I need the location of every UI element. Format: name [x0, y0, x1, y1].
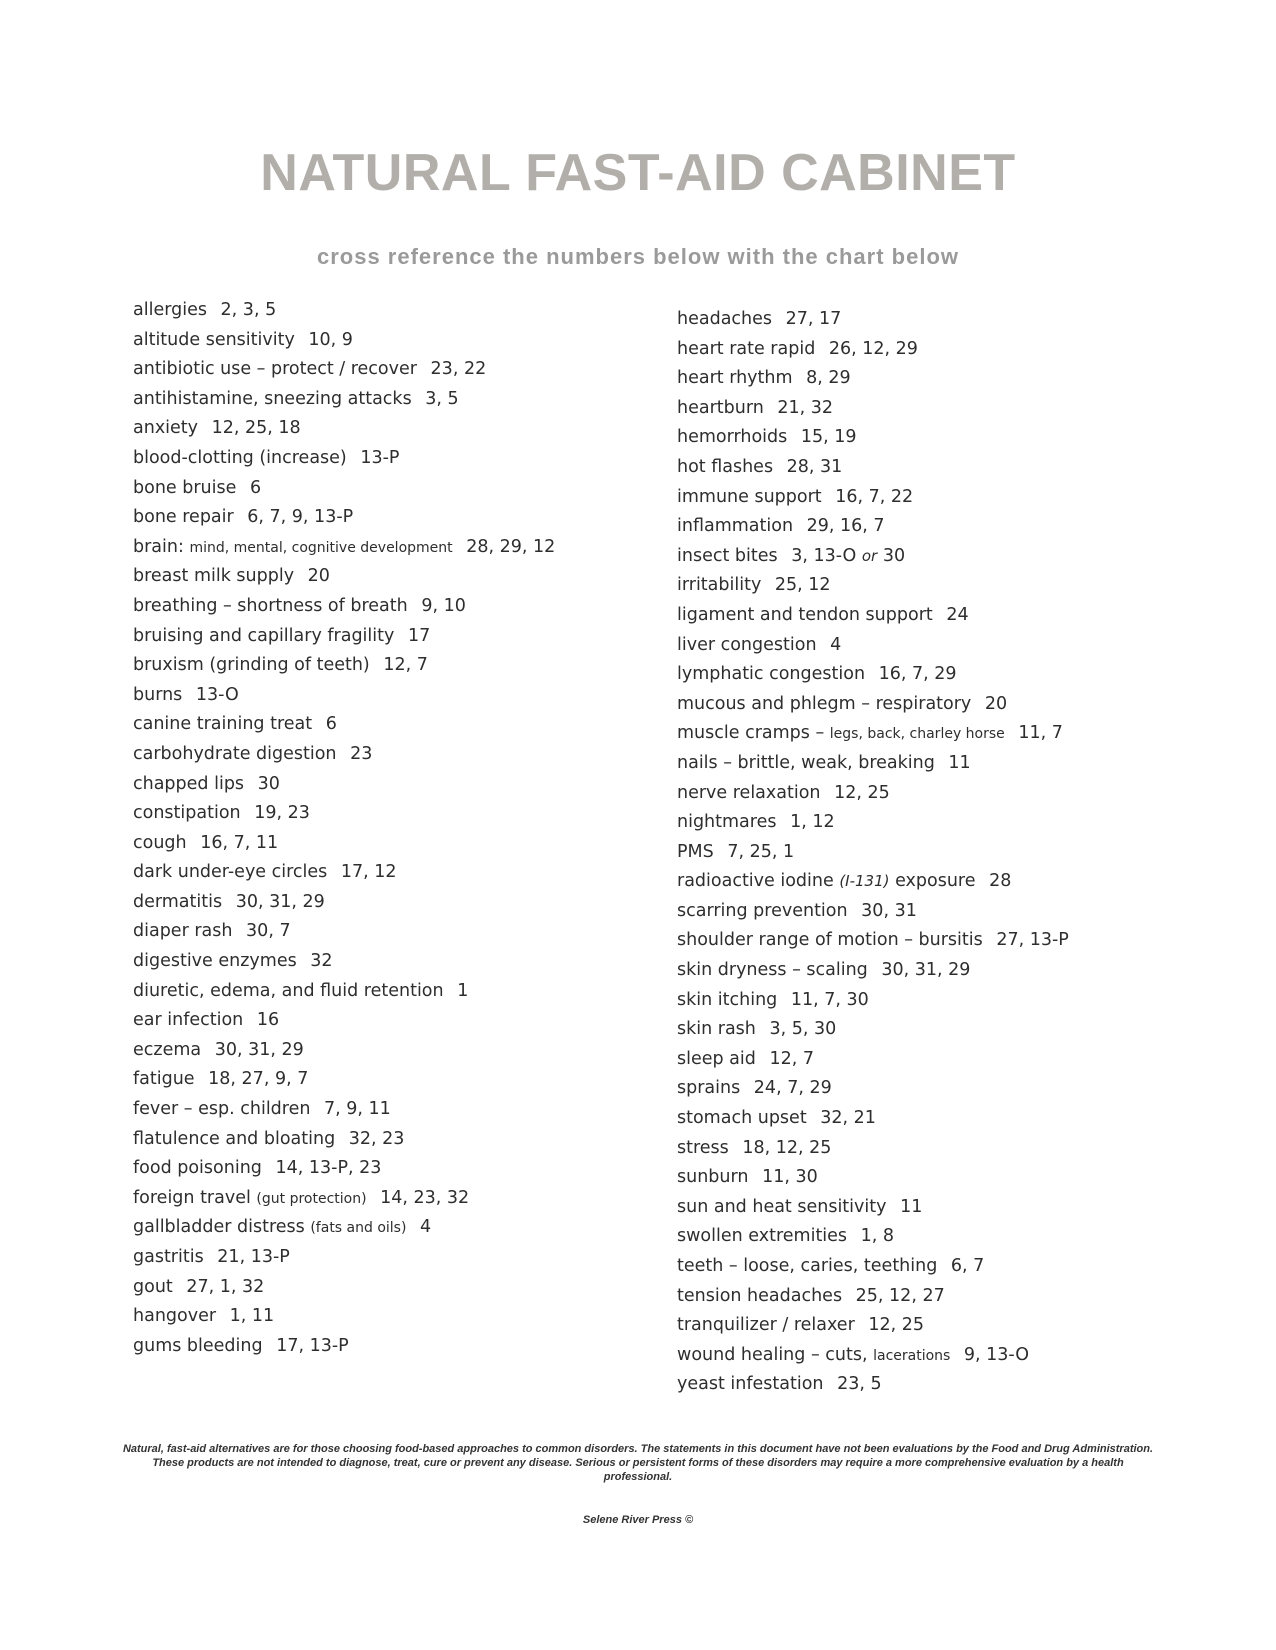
index-entry: [133, 829, 673, 859]
entry-term: burns: [133, 684, 183, 705]
entry-term: canine training treat: [133, 714, 313, 735]
entry-term: foreign travel: [133, 1187, 251, 1208]
index-column-left: [133, 296, 673, 1361]
entry-reference-numbers: 17, 13-P: [276, 1335, 349, 1356]
index-entry: [133, 1243, 673, 1273]
entry-term: skin dryness – scaling: [677, 960, 868, 981]
entry-term: heart rhythm: [677, 368, 793, 389]
entry-reference-numbers: 12, 25: [868, 1315, 925, 1336]
entry-term: nerve relaxation: [677, 782, 821, 803]
index-entry: [677, 512, 1237, 542]
entry-reference-numbers: 16, 7, 22: [835, 486, 914, 507]
entry-term: muscle cramps –: [677, 723, 825, 744]
entry-reference-numbers: 12, 25, 18: [211, 418, 301, 439]
entry-reference-numbers: 20: [307, 566, 330, 587]
index-entry: [677, 1015, 1237, 1045]
entry-term: antihistamine, sneezing attacks: [133, 388, 412, 409]
index-entry: [677, 808, 1237, 838]
entry-term: bone repair: [133, 507, 234, 528]
index-entry: [133, 1125, 673, 1155]
entry-term: stress: [677, 1137, 729, 1158]
index-entry: [133, 622, 673, 652]
entry-term: yeast infestation: [677, 1374, 824, 1395]
index-entry: [133, 296, 673, 326]
entry-term: hangover: [133, 1306, 217, 1327]
entry-reference-numbers: 16: [256, 1010, 280, 1031]
entry-reference-numbers: 30, 7: [246, 921, 291, 942]
entry-reference-numbers: 15, 19: [800, 427, 857, 448]
entry-reference-numbers: 9, 13-O: [963, 1344, 1030, 1365]
entry-term: brain:: [133, 536, 184, 557]
index-entry: [133, 1332, 673, 1362]
entry-reference-numbers: 27, 17: [785, 309, 842, 329]
entry-reference-numbers: 7, 9, 11: [324, 1099, 391, 1120]
index-entry: [677, 394, 1237, 424]
entry-term: sunburn: [677, 1167, 749, 1188]
index-entry: [133, 326, 673, 356]
entry-reference-numbers: 6: [325, 714, 337, 735]
index-entry: [133, 888, 673, 918]
entry-term: skin itching: [677, 989, 778, 1010]
index-entry: [677, 1252, 1237, 1282]
entry-reference-numbers: 11, 30: [762, 1167, 818, 1188]
index-entry: [677, 631, 1237, 661]
index-entry: [133, 1273, 673, 1303]
index-entry: [133, 355, 673, 385]
entry-reference-numbers: 23, 5: [837, 1374, 882, 1395]
entry-term: sun and heat sensitivity: [677, 1196, 887, 1217]
index-entry: [677, 956, 1237, 986]
index-entry: [677, 1193, 1237, 1223]
entry-reference-numbers: 17, 12: [340, 862, 397, 883]
index-entry: [133, 799, 673, 829]
entry-term: sleep aid: [677, 1048, 756, 1069]
entry-term: cough: [133, 832, 187, 853]
entry-reference-numbers: 23: [350, 743, 373, 764]
index-entry: [677, 779, 1237, 809]
entry-term: bruising and capillary fragility: [133, 625, 395, 646]
entry-reference-numbers: 3, 5: [425, 388, 459, 409]
entry-reference-numbers: 12, 7: [769, 1048, 814, 1069]
entry-reference-numbers: 6, 7: [950, 1256, 985, 1276]
index-entry: [133, 1302, 673, 1332]
entry-reference-numbers: 24: [946, 604, 969, 625]
disclaimer-text: Natural, fast-aid alternatives are for those choosing food-based approaches to common disorders. The statements in this document have not been evaluations by the Food and Drug Administration. These products are not intended to diagnose, treat, cure or prevent any disease. Serious or persistent forms of these disorders may require a more comprehensive evaluation by a health professional.: [122, 1443, 1154, 1483]
entry-reference-numbers: 17: [407, 625, 431, 646]
entry-term: tension headaches: [677, 1285, 843, 1306]
entry-term: anxiety: [133, 418, 199, 439]
entry-emphasis: (I-131): [839, 872, 890, 891]
entry-reference-numbers: 20: [984, 693, 1008, 714]
entry-reference-numbers: 26, 12, 29: [828, 338, 918, 359]
entry-term: breathing – shortness of breath: [133, 595, 408, 616]
entry-reference-numbers: 21, 32: [777, 397, 834, 418]
entry-reference-numbers: 30: [257, 773, 280, 794]
entry-term: chapped lips: [133, 773, 245, 794]
entry-reference-numbers: 24, 7, 29: [753, 1078, 832, 1099]
index-entry: [133, 1006, 673, 1036]
entry-reference-numbers: 30, 31: [861, 900, 917, 921]
entry-reference-numbers: 25, 12, 27: [855, 1285, 945, 1306]
entry-reference-numbers: 11, 7: [1018, 723, 1063, 744]
index-entry: [133, 1036, 673, 1066]
entry-term: eczema: [133, 1039, 202, 1060]
index-entry: [677, 601, 1237, 631]
entry-reference-numbers: 28: [989, 871, 1012, 892]
publisher-credit: Selene River Press ©: [582, 1514, 694, 1526]
index-entry: [133, 1213, 673, 1243]
index-entry: [677, 423, 1237, 453]
index-entry: [133, 651, 673, 681]
index-entry: [133, 592, 673, 622]
entry-reference-numbers: 1, 11: [229, 1306, 275, 1327]
entry-reference-numbers: 14, 13-P, 23: [275, 1158, 382, 1179]
index-entry: [677, 1163, 1237, 1193]
entry-reference-numbers: 3, 5, 30: [769, 1019, 837, 1040]
index-entry: [133, 917, 673, 947]
entry-reference-numbers: 3, 13-O: [791, 545, 857, 566]
entry-term: hot flashes: [677, 456, 774, 477]
index-entry: [133, 1095, 673, 1125]
entry-reference-numbers: 30, 31, 29: [235, 891, 325, 912]
entry-reference-numbers: 1, 12: [790, 812, 835, 833]
entry-term: hemorrhoids: [677, 427, 788, 448]
entry-reference-numbers: 6: [249, 477, 262, 498]
page-title: NATURAL FAST-AID CABINET: [260, 144, 1016, 202]
entry-reference-numbers: 12, 25: [834, 782, 890, 803]
entry-term: digestive enzymes: [133, 951, 297, 972]
index-entry: [133, 770, 673, 800]
entry-reference-numbers: 27, 1, 32: [186, 1276, 265, 1297]
entry-reference-numbers: 2, 3, 5: [220, 300, 277, 320]
entry-reference-numbers: 9, 10: [421, 595, 466, 616]
entry-reference-numbers: 4: [420, 1217, 432, 1238]
entry-term: constipation: [133, 803, 241, 824]
index-entry: [677, 1282, 1237, 1312]
entry-term-continued: exposure: [895, 871, 976, 892]
entry-term: tranquilizer / relaxer: [677, 1315, 855, 1336]
entry-term: diuretic, edema, and fluid retention: [133, 980, 444, 1001]
entry-reference-numbers: 18, 12, 25: [742, 1137, 832, 1158]
index-entry: [677, 1370, 1237, 1400]
entry-reference-numbers: 8, 29: [806, 368, 851, 389]
index-entry: [677, 867, 1237, 897]
index-entry: [133, 1154, 673, 1184]
entry-term: lymphatic congestion: [677, 664, 866, 685]
entry-term: stomach upset: [677, 1108, 807, 1129]
index-entry: [677, 986, 1237, 1016]
index-entry: [133, 414, 673, 444]
entry-reference-numbers: 28, 29, 12: [466, 536, 556, 557]
index-entry: [677, 571, 1237, 601]
entry-term: irritability: [677, 575, 762, 596]
page-subtitle: cross reference the numbers below with the chart below: [316, 244, 960, 269]
entry-reference-numbers: 11: [948, 752, 971, 773]
index-entry: [677, 483, 1237, 513]
entry-term: ligament and tendon support: [677, 604, 933, 625]
index-entry: [677, 838, 1237, 868]
entry-term: inflammation: [677, 516, 794, 537]
entry-reference-numbers: 28, 31: [786, 456, 843, 477]
entry-reference-numbers: 13-P: [360, 447, 400, 468]
index-entry: [133, 710, 673, 740]
entry-reference-numbers: 10, 9: [308, 329, 353, 350]
index-entry: [677, 453, 1237, 483]
entry-term: shoulder range of motion – bursitis: [677, 930, 983, 951]
index-entry: [677, 690, 1237, 720]
entry-term: teeth – loose, caries, teething: [677, 1256, 938, 1276]
index-entry: [133, 444, 673, 474]
entry-reference-numbers: 29, 16, 7: [806, 516, 885, 537]
entry-term: gallbladder distress: [133, 1217, 305, 1238]
entry-term: diaper rash: [133, 921, 233, 942]
entry-reference-numbers: 16, 7, 11: [200, 832, 279, 853]
entry-reference-numbers: 30, 31, 29: [881, 960, 971, 981]
entry-reference-numbers: 27, 13-P: [996, 930, 1069, 951]
entry-reference-numbers-extra: 30: [882, 545, 906, 566]
index-entry: [133, 1065, 673, 1095]
entry-term: altitude sensitivity: [133, 329, 295, 350]
index-entry: [677, 897, 1237, 927]
index-entry: [677, 1104, 1237, 1134]
entry-term: headaches: [677, 309, 773, 329]
index-entry: [677, 1311, 1237, 1341]
entry-term: immune support: [677, 486, 822, 507]
index-entry: [677, 660, 1237, 690]
entry-reference-numbers: 25, 12: [774, 575, 831, 596]
entry-term: flatulence and bloating: [133, 1128, 336, 1149]
entry-term: ear infection: [133, 1010, 244, 1031]
entry-term: fatigue: [133, 1069, 195, 1090]
entry-note: lacerations: [873, 1347, 951, 1364]
entry-term: antibiotic use – protect / recover: [133, 359, 417, 380]
entry-reference-numbers: 12, 7: [383, 655, 428, 676]
entry-term: bruxism (grinding of teeth): [133, 655, 370, 676]
entry-reference-numbers: 7, 25, 1: [727, 841, 795, 862]
index-entry: [133, 503, 673, 533]
entry-term: nails – brittle, weak, breaking: [677, 752, 935, 773]
entry-reference-numbers: 4: [830, 634, 842, 655]
entry-reference-numbers: 32: [310, 951, 333, 972]
entry-emphasis: or: [861, 546, 878, 565]
index-entry: [677, 1045, 1237, 1075]
index-entry: [677, 1134, 1237, 1164]
entry-term: scarring prevention: [677, 900, 848, 921]
entry-term: gastritis: [133, 1247, 204, 1267]
entry-term: heart rate rapid: [677, 338, 816, 359]
entry-reference-numbers: 14, 23, 32: [380, 1187, 470, 1208]
index-entry: [133, 1184, 673, 1214]
entry-term: sprains: [677, 1078, 741, 1099]
entry-term: blood-clotting (increase): [133, 447, 347, 468]
entry-term: insect bites: [677, 545, 778, 566]
index-entry: [133, 681, 673, 711]
entry-term: heartburn: [677, 397, 764, 418]
entry-term: carbohydrate digestion: [133, 743, 337, 764]
index-entry: [677, 542, 1237, 572]
entry-term: allergies: [133, 300, 207, 320]
index-entry: [133, 977, 673, 1007]
entry-term: dark under-eye circles: [133, 862, 328, 883]
entry-term: dermatitis: [133, 891, 223, 912]
entry-term: radioactive iodine: [677, 871, 834, 892]
entry-term: mucous and phlegm – respiratory: [677, 693, 972, 714]
index-entry: [677, 364, 1237, 394]
entry-term: swollen extremities: [677, 1226, 848, 1247]
entry-term: wound healing – cuts,: [677, 1344, 868, 1365]
entry-reference-numbers: 1: [457, 980, 469, 1001]
entry-note: (fats and oils): [310, 1220, 407, 1237]
index-entry: [677, 305, 1237, 335]
index-entry: [133, 474, 673, 504]
index-entry: [677, 719, 1237, 749]
entry-reference-numbers: 21, 13-P: [217, 1247, 290, 1267]
index-entry: [133, 533, 673, 563]
index-entry: [677, 926, 1237, 956]
index-entry: [133, 947, 673, 977]
entry-reference-numbers: 13-O: [195, 684, 239, 705]
index-entry: [677, 1341, 1237, 1371]
entry-reference-numbers: 32, 23: [348, 1128, 405, 1149]
entry-reference-numbers: 23, 22: [430, 359, 487, 380]
index-entry: [133, 740, 673, 770]
entry-term: nightmares: [677, 812, 777, 833]
index-entry: [677, 1222, 1237, 1252]
entry-term: liver congestion: [677, 634, 817, 655]
entry-reference-numbers: 11: [900, 1196, 923, 1217]
entry-reference-numbers: 11, 7, 30: [790, 989, 869, 1010]
entry-note: mind, mental, cognitive development: [189, 539, 453, 556]
entry-reference-numbers: 30, 31, 29: [214, 1039, 304, 1060]
entry-term: food poisoning: [133, 1158, 262, 1179]
index-entry: [677, 749, 1237, 779]
entry-reference-numbers: 1, 8: [860, 1226, 895, 1247]
index-entry: [133, 858, 673, 888]
entry-reference-numbers: 16, 7, 29: [878, 664, 957, 685]
entry-reference-numbers: 6, 7, 9, 13-P: [247, 507, 354, 528]
index-entry: [677, 335, 1237, 365]
index-entry: [133, 385, 673, 415]
entry-term: gout: [133, 1276, 173, 1297]
entry-note: legs, back, charley horse: [829, 726, 1005, 743]
index-entry: [677, 1074, 1237, 1104]
index-entry: [133, 562, 673, 592]
entry-term: fever – esp. children: [133, 1099, 311, 1120]
entry-term: skin rash: [677, 1019, 756, 1040]
entry-reference-numbers: 19, 23: [254, 803, 310, 824]
entry-term: gums bleeding: [133, 1335, 263, 1356]
entry-note: (gut protection): [256, 1190, 367, 1207]
entry-term: breast milk supply: [133, 566, 295, 587]
entry-reference-numbers: 18, 27, 9, 7: [208, 1069, 309, 1090]
index-column-right: [677, 305, 1237, 1400]
entry-term: PMS: [677, 841, 714, 862]
entry-reference-numbers: 32, 21: [820, 1108, 876, 1129]
entry-term: bone bruise: [133, 477, 237, 498]
